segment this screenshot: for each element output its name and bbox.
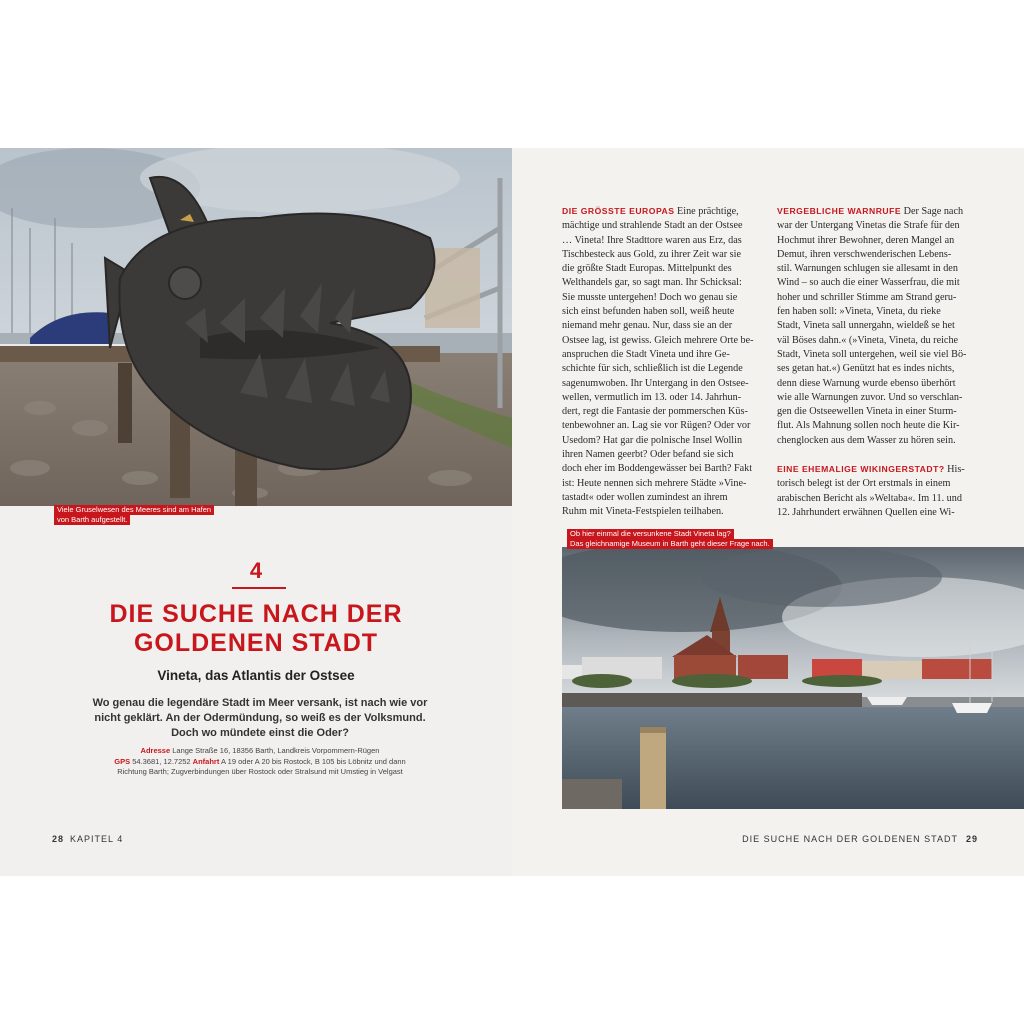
body-line: wie alle Warnungen zuvor. Und so verschlan-	[777, 391, 963, 403]
body-line: dert, regt die Fantasie der pommerschen Küs-	[562, 406, 748, 418]
body-line: ses getan hat.«) Genützt hat es indes nichts,	[777, 363, 955, 375]
intro-line: Wo genau die legendäre Stadt im Meer versank, ist nach wie vor	[92, 697, 428, 709]
body-line: Demut, ihren verschwenderischen Lebens-	[777, 248, 952, 260]
body-line: Tischbesteck aus Gold, zu ihrer Zeit war sie	[562, 248, 741, 260]
running-head-left: KAPITEL 4	[70, 834, 124, 844]
body-line: arabischen Bericht als »Weltaba«. Im 11. und	[777, 492, 962, 504]
page-number-right: 29	[965, 834, 978, 844]
body-line: gen die Ostseewellen Vineta in einer Sturm-	[777, 406, 957, 418]
body-line: doch eher im Boddengewässer bei Barth? Fakt	[562, 463, 753, 475]
chapter-title-line-1: DIE SUCHE NACH DER	[109, 600, 403, 628]
body-line: tenbewohner an. Lag sie vor Rügen? Oder vor	[562, 420, 751, 432]
page-number-left: 28	[52, 834, 65, 844]
body-line: väl Böses dahn.« (»Vineta, Vineta, du reiche	[777, 334, 959, 346]
body-line: torisch belegt ist der Ort erstmals in einem	[777, 478, 951, 490]
body-line: Ruhm mit Vineta-Festspielen teilhaben.	[562, 506, 724, 518]
body-line: fen haben soll: »Vineta, Vineta, du rieke	[777, 306, 941, 318]
body-line: Stadt, Vineta soll untergehen, weil sie viel Bö-	[777, 348, 967, 360]
body-line: Eine prächtige,	[674, 206, 739, 217]
section-heading: EINE EHEMALIGE WIKINGERSTADT?	[777, 464, 945, 475]
body-line: Wind – so auch die einer Wasserfrau, die mit	[777, 277, 960, 289]
body-line: ist: Heute nennen sich mehrere Städte »Vine-	[562, 477, 747, 489]
section-heading: VERGEBLICHE WARNRUFE	[777, 206, 902, 216]
arrival-label: Anfahrt	[192, 756, 220, 766]
body-line: sich einst befunden haben soll, weiß heute	[562, 306, 735, 318]
photo-caption-line-2: Das gleichnamige Museum in Barth geht dieser Frage nach.	[567, 539, 773, 549]
body-line: … Vineta! Ihre Stadttore waren aus Erz, das	[562, 234, 742, 246]
paragraph-gap	[777, 448, 976, 462]
body-line: Der Sage nach	[901, 206, 964, 217]
intro-line: nicht geklärt. An der Odermündung, so weiß es der Volksmund.	[94, 712, 426, 724]
chapter-number: 4	[249, 558, 263, 583]
photo-caption-line-2: von Barth aufgestellt.	[54, 515, 130, 525]
body-line: Welthandels gar, so sagt man. Ihr Schicksal:	[562, 277, 742, 289]
chapter-title	[0, 600, 512, 658]
body-line: Hochmut ihrer Bewohner, deren Mangel an	[777, 234, 955, 246]
book-spread	[0, 148, 1024, 876]
address-label: Adresse	[140, 746, 171, 755]
chapter-title-line-2: GOLDENEN STADT	[133, 629, 379, 657]
fish-sculpture-photo	[0, 148, 512, 506]
body-line: die größte Stadt Europas. Mittelpunkt des	[562, 263, 732, 275]
gps-value: 54.3681, 12.7252	[130, 756, 193, 766]
intro-line: Doch wo mündete einst die Oder?	[171, 727, 349, 739]
chapter-intro	[90, 696, 430, 741]
arrival-value: A 19 oder A 20 bis Rostock, B 105 bis Löbnitz und dann	[219, 756, 406, 766]
body-line: schichte für sich, schließlich ist die Legende	[562, 363, 743, 375]
body-line: chenglocken aus dem Wasser zu hören sein.	[777, 434, 956, 446]
running-head-right: DIE SUCHE NACH DER GOLDENEN STADT	[742, 834, 958, 844]
facts-box	[90, 746, 430, 778]
body-line: Sie musste untergehen! Doch wo genau sie	[562, 291, 738, 303]
gps-label: GPS	[114, 756, 131, 766]
body-line: His-	[944, 464, 965, 476]
body-line: anspruchen die Stadt Vineta und ihre Ge-	[562, 348, 730, 360]
left-folio	[52, 834, 123, 844]
chapter-subtitle: Vineta, das Atlantis der Ostsee	[157, 668, 355, 683]
text-column-2	[777, 204, 976, 520]
text-column-1	[562, 204, 763, 520]
right-folio	[742, 834, 978, 844]
body-line: Usedom? Hat gar die polnische Insel Wollin	[562, 434, 743, 446]
body-line: war der Untergang Vinetas die Strafe für den	[777, 220, 960, 232]
body-line: mächtige und strahlende Stadt an der Ostsee	[562, 220, 743, 232]
body-line: ihren Namen geerbt? Oder befand sie sich	[562, 449, 734, 461]
body-line: wellen, vermutlich im 13. oder 14. Jahrhun-	[562, 391, 742, 403]
body-line: sagenumwoben. Ihr Untergang in den Ostsee-	[562, 377, 749, 389]
body-line: Ostsee lag, ist gewiss. Gleich mehrere Orte be-	[562, 334, 754, 346]
section-heading: DIE GRÖSSTE EUROPAS	[562, 206, 675, 216]
body-line: stil. Warnungen schlugen sie allesamt in den	[777, 263, 958, 275]
body-line: tastadt« oder wollen zumindest an ihrem	[562, 491, 728, 503]
arrival-value-cont: Richtung Barth; Zugverbindungen über Rostock oder Stralsund mit Umstieg in Velgast	[117, 767, 403, 776]
body-line: 12. Jahrhundert erwähnen Quellen eine Wi-	[777, 506, 955, 518]
body-line: Stadt, Vineta sall unnergahn, wieldeß se het	[777, 320, 955, 332]
body-line: denn diese Warnung wurde ebenso überhört	[777, 377, 956, 389]
address-value: Lange Straße 16, 18356 Barth, Landkreis Vorpommern-Rügen	[170, 746, 380, 755]
body-line: flut. Als Mahnung sollen noch heute die Kir-	[777, 420, 960, 432]
photo-caption-line-1: Ob hier einmal die versunkene Stadt Vineta lag?	[567, 529, 734, 539]
chapter-rule	[232, 587, 286, 589]
body-line: niemand mehr genau. Nur, dass sie an der	[562, 320, 733, 332]
photo-caption-line-1: Viele Gruselwesen des Meeres sind am Hafen	[54, 505, 214, 515]
body-line: hoher und schriller Stimme am Strand geru-	[777, 291, 957, 303]
barth-harbour-photo	[562, 547, 1024, 809]
